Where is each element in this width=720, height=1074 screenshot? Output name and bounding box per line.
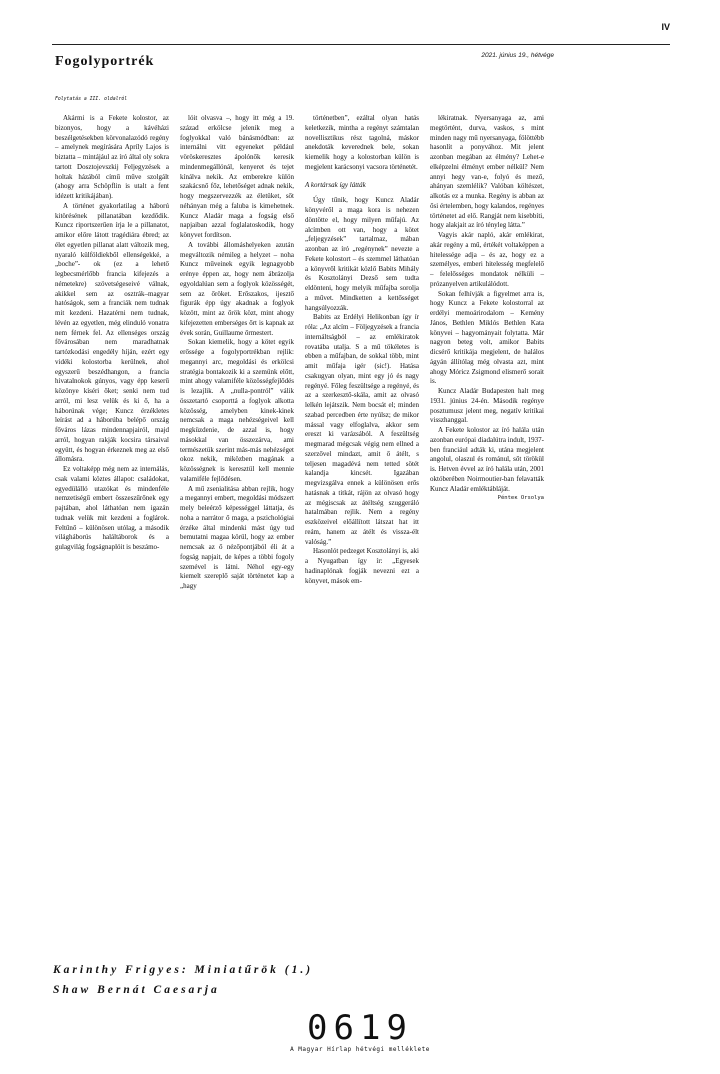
article-columns	[55, 114, 670, 592]
paragraph: A mű zsenialitása abban rejlik, hogy a megannyi embert, megoldási módszert mely beleérző képességgel láttatja, és noha a narrátor ő maga, a pszichológiai érzéke által mindenki mást úgy tud bemutatni magaa körül, hogy az ember nemcsak az ő nézőpontjából éli át a fogság napjait, de képes a többi fogoly szemével is látni. Néhol egy-egy kiemelt szereplő saját történetet kap a „hagy	[180, 484, 294, 590]
paragraph: lóit olvasva –, hogy itt még a 19. század erkölcse jelenik meg a foglyokkal való bánásmódban: az internálni vitt egyeneket például vöröskeresztes ápolónők keresik mindenmegállónál, kenyeret és tejet kínálva nekik. Az emberekre külön szakácsnő főz, lehetőséget adnak nekik, hogy megszervezzék az életüket, sőt néhányan még a faluba is kimehetnek. Kuncz Aladár maga a fogság első napjaiban azzal foglalatoskodik, hogy könyvet fordítson.	[180, 114, 294, 239]
supplement-caption: A Magyar Hírlap hétvégi melléklete	[290, 1046, 430, 1053]
paragraph: Sokan felhívják a figyelmet arra is, hogy Kuncz a Fekete kolostorral az erdélyi memoárirodalom – Kemény János, Bethlen Miklós Bethlen Kata könyvei – hagyományait folytatta. Már nagyon beteg volt, amikor Babits dicsérő kritikája megjelent, de halálos ágyán állítólag még olvasta azt, mint ahogy Móricz Zsigmond elismerő sorait is.	[430, 289, 544, 386]
page-number: IV	[661, 22, 670, 32]
paragraph: Babits az Erdélyi Helikonban így ír róla: „Az alcím – Följegyzések a francia internáltságból – az emlékiratok rovatába utalja. S a mű tökéletes is ebben a műfajban, de sokkal több, mint amit műfaja igér (sic!). Hatása csakugyan olyan, mint egy jó és nagy regényé. Főleg feszültsége a regényé, és az a szerkesztő-skála, amit az olvasó lelkén lejátszik. Nem bocsát el; minden szabad percedben érte nyúlsz; de mikor mással vagy elfoglalva, akkor sem ereszt ki varázsából. A feszültség megmarad mégcsak végig nem ellned a szerzővel mindazt, amit ő átélt, s teljesen magadévá nem tetted sötét kalandja kincsét. Igazában megvizsgálva ennek a különösen erős hatásnak a titkát, rájön az olvasó hogy az mégiscsak az átéltség szuggeráló hatalmában rejlik. Nem a regény eszközeivel előállított látszat hat itt reám, hanem az átélt és vissza-élt valóság.”	[305, 313, 419, 546]
issue-number-text: 0619	[307, 1008, 413, 1048]
second-article-title-line2: Shaw Bernát Caesarja	[53, 984, 220, 996]
paragraph: Úgy tűnik, hogy Kuncz Aladár könyvéről a maga kora is nehezen döntötte el, hogy milyen műfajú. Az alcímben ott van, hogy a kötet „feljegyzések” tartalmaz, mában azonban az író „regénynek” nevezte a Fekete kolostort – és szemmel láthatóan a könyvről kritikát közlő Babits Mihály és Kosztolányi Dezső sem tudta eldönteni, hogy melyik műfajba sorolja a művet. Mindketten a kettősséget hangsúlyozzák.	[305, 196, 419, 312]
paragraph: történetben”, ezáltal olyan hatás keletkezik, mintha a regényt számtalan novellisztikus rész tagolná, máskor anekdoták keverednek bele, sokan kiemelik hogy a kolostorban külön is megjelent karácsonyi vacsora történetét.	[305, 114, 419, 171]
article-column	[180, 114, 294, 592]
article-column	[305, 114, 419, 592]
paragraph: A további állomáshelyeken azután megváltozik némileg a helyzet – noha Kuncz műveinek egyik legnagyobb erénye éppen az, hogy nem ábrázolja egyoldalúan sem a foglyok közösségét, sem az őröket. Erőszakos, ijesztő figurák épp úgy akadnak a foglyok között, mint az őrök közt, mint ahogy kifejezetten emberséges őrt is kapnak az évek során, Guillaume őrmestert.	[180, 240, 294, 337]
paragraph: Kuncz Aladár Budapesten halt meg 1931. június 24-én. Második regénye posztumusz jelent meg, negatív kritikai visszhanggal.	[430, 387, 544, 425]
paragraph: Vagyis akár napló, akár emlékirat, akár regény a mű, értékét voltaképpen a hitelessége adja – és az, hogy ez a személyes, emberi hitelesség megfelelő – felelősséges mondatok nélküli – prózanyelven artikulálódott.	[430, 231, 544, 288]
article-title: Fogolyportrék	[55, 54, 155, 69]
paragraph: lékiratnak. Nyersanyaga az, ami megtörtént, durva, vaskos, s mint minden nagy mű nyersanyaga, fölöttébb hasonlít a ponyvához. Mit jelent azonban megában az élmény? Lehet-e elképzelni élményt ember nélkül? Nem annyi hegy van-e, folyó és mező, ahányan szemlélik? Valóban költészet, alkotás ez a munka. Regény is abban az ősi értelemben, hogy kalandos, regényes történetet ad elő. Rangját nem kisebbíti, hogy alakjait az író tényleg látta.”	[430, 114, 544, 230]
paragraph: Hasonlót pedzeget Kosztolányi is, aki a Nyugatban így ír: „Egyesek hadinaplónak fogják nevezni ezt a könyvet, mások em-	[305, 547, 419, 585]
second-article-title	[53, 960, 313, 1000]
top-rule	[52, 44, 670, 45]
issue-number	[0, 1008, 720, 1053]
paragraph: Ez voltaképp még nem az internálás, csak valami köztes állapot: családokat, egyedülálló utazókat és mindenféle nemzetiségű embert összeszűrőnek egy pajtában, ahol láthatóan nem igazán tudnak velük mit kezdeni a foglárok. Feltűnő – különösen utólag, a második világháborús haláltáborok és a gulagvilág fogságnaplóit is beszámo-	[55, 465, 169, 551]
second-article-title-line1: Karinthy Frigyes: Miniatűrök (1.)	[53, 964, 314, 976]
issue-date: 2021. június 19., hétvége	[481, 52, 554, 59]
author-name: Pénteк Orsolya	[497, 495, 544, 502]
paragraph: Sokan kiemelik, hogy a kötet egyik erőssége a fogolyportrékban rejlik: megannyi arc, megoldási és erkölcsi stratégia bontakozik ki a szemünk előtt, mint ahogy valamiféle közösségfejlődés is lezajlik. A „nulla-pontról” válik összetartó csoporttá a foglyok alkotta közösség, amelyben kinek-kinek nemcsak a maga nehézségeivel kell megküzdenie, de azzal is, hogy másokkal van összezárva, ami természetük szerint más-más nehézséget okoz nekik, miközben magának a közösségnek is keresztül kell mennie valamiféle fejlődésen.	[180, 338, 294, 483]
paragraph: Akármi is a Fekete kolostor, az bizonyos, hogy a kávéházi beszélgetésekben körvonalazódó regény – amelynek megírására Apríly Lajos is biztatta – mintájául az író által oly sokra tartott Dosztojevszkij Feljegyzések a holtak házából című műve szolgált (ahogy arra Schöpflin is utalt a fent idézett kritikájában).	[55, 114, 169, 200]
continued-note: Folytatás a III. oldalról	[55, 97, 128, 102]
paragraph: A történet gyakorlatilag a háború kitörésének pillanatában kezdődik. Kuncz riportszerűen írja le a pillanatot, amikor előre látott tragédiára ébred; az élet egyetlen pillanat alatt változik meg, nyaraló külföldiekből ellenségekké, a „boche”- ok (ez a lehető legbecsmérlőbb francia kifejezés a németekre) szövetségeseivé válnak, akikkel sem az osztrák–magyar hatóságok, sem a franciák nem tudnak mit kezdeni. Hazatérni nem tudnak, lévén az egyetlen, még elinduló vonatra nem férnek fel. Az ellenséges ország fővárosában nem maradhatnak tartózkodási engedély híján, ezért egy vidéki kolostorba kerülnek, ahol egyszerű beszédhangon, a francia hivatalnokok gúnyos, vagy épp keserű közönye kíséri őket; senki nem tud arról, mi lesz velük és ki ő, ha a háborúnak vége; Kuncz érzékletes leírást ad a háborúba belépő ország főváros lázas mindennapjairól, majd arról, hogyan rakják kocsira társaival együtt, és hogyan érkeznek meg az első állomásra.	[55, 201, 169, 464]
article-column	[430, 114, 544, 592]
subheading: A kortársak így látták	[305, 180, 366, 189]
article-column	[55, 114, 169, 592]
paragraph: A Fekete kolostor az író halála után azonban európai diadalútra indult, 1937-ben franciául adták ki, utána megjelent angolul, olaszul és románul, sőt törökül is. Hetven évvel az író halála után, 2001 októberében Noirmoutier-ban felavatták Kuncz Aladár emléktábláját.	[430, 426, 544, 493]
